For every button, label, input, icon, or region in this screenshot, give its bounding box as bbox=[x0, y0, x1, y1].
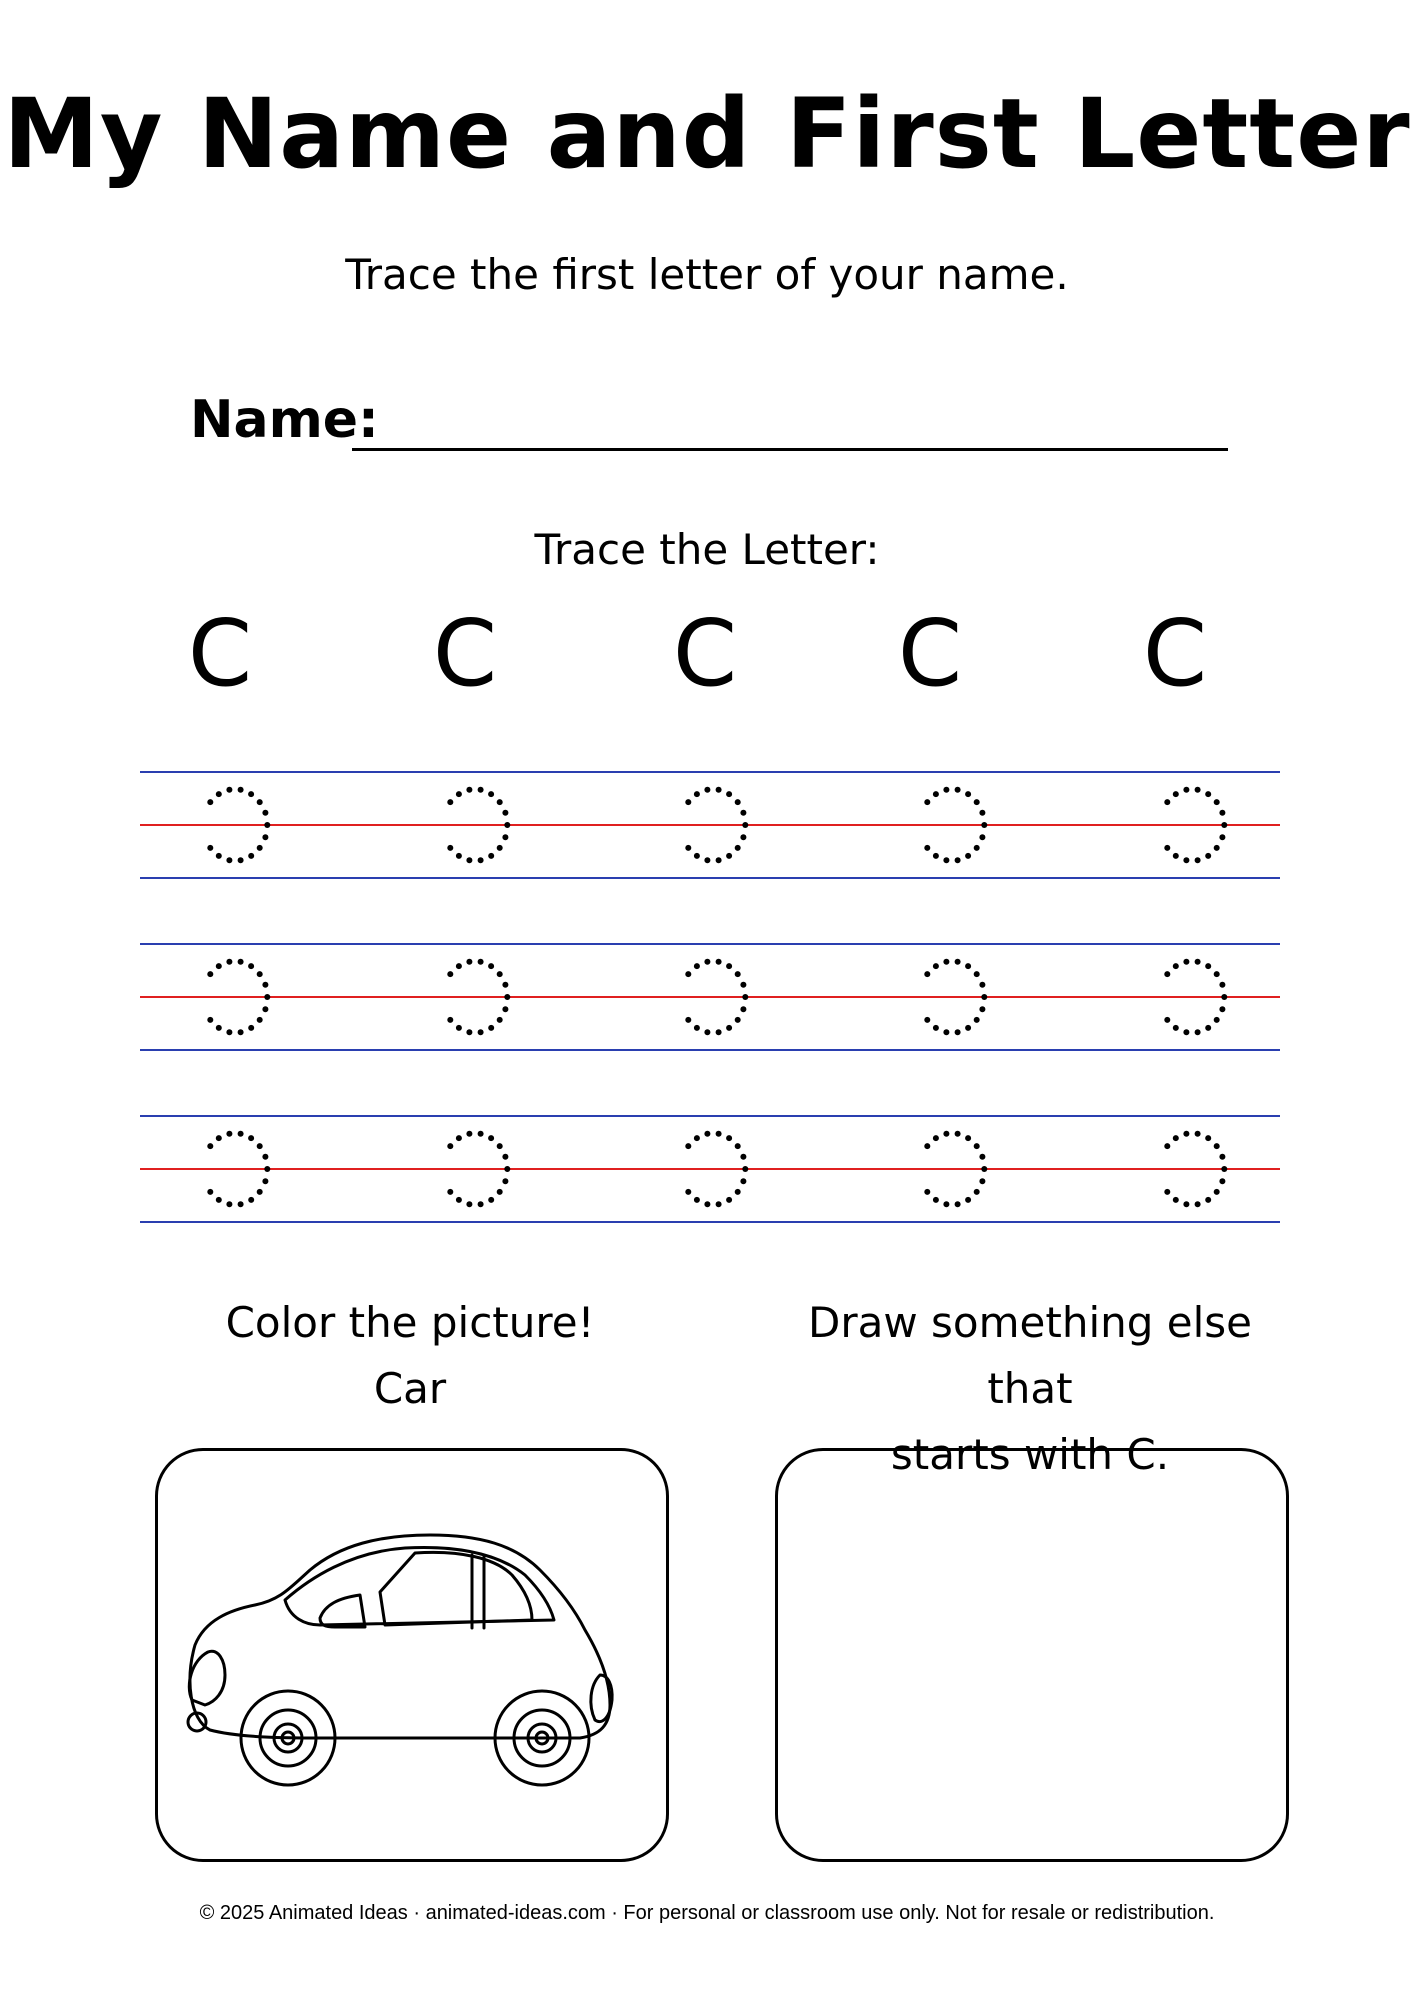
trace-dot bbox=[1214, 1017, 1220, 1023]
trace-dot bbox=[933, 853, 939, 859]
trace-dot bbox=[1164, 1189, 1170, 1195]
trace-dot bbox=[1205, 1135, 1211, 1141]
trace-dot bbox=[497, 845, 503, 851]
trace-dot bbox=[1219, 1154, 1225, 1160]
trace-dot bbox=[742, 1166, 748, 1172]
trace-dot bbox=[504, 994, 510, 1000]
trace-dot bbox=[979, 834, 985, 840]
trace-dot bbox=[238, 959, 244, 965]
trace-dot bbox=[488, 1135, 494, 1141]
trace-dot bbox=[502, 810, 508, 816]
trace-dot bbox=[262, 1178, 268, 1184]
trace-dot bbox=[488, 963, 494, 969]
trace-dot bbox=[924, 971, 930, 977]
trace-dot bbox=[226, 1131, 232, 1137]
trace-dot bbox=[1164, 799, 1170, 805]
trace-dot bbox=[716, 787, 722, 793]
trace-dot bbox=[1214, 845, 1220, 851]
trace-dot bbox=[955, 1131, 961, 1137]
trace-dot bbox=[1164, 845, 1170, 851]
trace-dot bbox=[1164, 1017, 1170, 1023]
trace-dot bbox=[456, 963, 462, 969]
trace-dot bbox=[726, 1025, 732, 1031]
trace-dot bbox=[257, 1017, 263, 1023]
trace-dot bbox=[257, 845, 263, 851]
trace-dot bbox=[735, 1189, 741, 1195]
trace-dot bbox=[216, 791, 222, 797]
trace-dot bbox=[933, 963, 939, 969]
trace-dot bbox=[955, 857, 961, 863]
trace-dot bbox=[955, 787, 961, 793]
trace-dot bbox=[933, 1025, 939, 1031]
trace-dot bbox=[685, 971, 691, 977]
trace-dot bbox=[704, 857, 710, 863]
trace-dot bbox=[735, 799, 741, 805]
trace-dot bbox=[1205, 853, 1211, 859]
trace-dot bbox=[466, 1029, 472, 1035]
trace-dot bbox=[742, 994, 748, 1000]
car-illustration bbox=[170, 1480, 650, 1800]
trace-dot bbox=[685, 799, 691, 805]
trace-dot bbox=[704, 1201, 710, 1207]
trace-dot bbox=[466, 787, 472, 793]
trace-dot bbox=[262, 1154, 268, 1160]
trace-dot bbox=[704, 1131, 710, 1137]
draw-prompt-line-2: starts with C. bbox=[890, 1430, 1170, 1479]
trace-dot bbox=[466, 857, 472, 863]
trace-dot bbox=[456, 1025, 462, 1031]
trace-dot bbox=[207, 799, 213, 805]
tracing-practice-area[interactable] bbox=[140, 760, 1280, 1230]
trace-dot bbox=[704, 787, 710, 793]
trace-dot bbox=[979, 1178, 985, 1184]
trace-dot bbox=[447, 1189, 453, 1195]
trace-dot bbox=[955, 959, 961, 965]
trace-dot bbox=[1221, 822, 1227, 828]
trace-dot bbox=[504, 822, 510, 828]
trace-dot bbox=[1214, 1143, 1220, 1149]
trace-dot bbox=[1183, 787, 1189, 793]
trace-dot bbox=[924, 1189, 930, 1195]
trace-dot bbox=[456, 853, 462, 859]
trace-dot bbox=[943, 959, 949, 965]
trace-dot bbox=[974, 845, 980, 851]
trace-dot bbox=[726, 1197, 732, 1203]
trace-dot bbox=[726, 1135, 732, 1141]
trace-dot bbox=[716, 1201, 722, 1207]
trace-dot bbox=[1173, 853, 1179, 859]
trace-dot bbox=[1173, 1197, 1179, 1203]
model-letter-2: C bbox=[432, 600, 498, 707]
trace-dot bbox=[694, 1025, 700, 1031]
trace-dot bbox=[924, 1143, 930, 1149]
trace-dot bbox=[1173, 963, 1179, 969]
trace-dot bbox=[735, 1017, 741, 1023]
trace-dot bbox=[502, 1154, 508, 1160]
trace-dot bbox=[497, 1189, 503, 1195]
trace-dot bbox=[488, 791, 494, 797]
tracing-row-1 bbox=[140, 772, 1280, 878]
trace-dot bbox=[933, 1197, 939, 1203]
trace-dot bbox=[1183, 857, 1189, 863]
trace-dot bbox=[257, 971, 263, 977]
trace-dot bbox=[955, 1201, 961, 1207]
trace-dot bbox=[943, 1131, 949, 1137]
trace-dot bbox=[1173, 791, 1179, 797]
trace-dot bbox=[1219, 810, 1225, 816]
trace-dot bbox=[207, 971, 213, 977]
trace-dot bbox=[207, 1143, 213, 1149]
trace-dot bbox=[478, 857, 484, 863]
trace-dot bbox=[965, 963, 971, 969]
name-write-line[interactable] bbox=[352, 448, 1228, 451]
trace-dot bbox=[974, 1143, 980, 1149]
model-letter-1: C bbox=[187, 600, 253, 707]
trace-dot bbox=[248, 853, 254, 859]
trace-dot bbox=[226, 1029, 232, 1035]
trace-dot bbox=[207, 845, 213, 851]
trace-dot bbox=[1219, 1006, 1225, 1012]
trace-dot bbox=[248, 1197, 254, 1203]
trace-dot bbox=[262, 810, 268, 816]
trace-dot bbox=[694, 1197, 700, 1203]
trace-dot bbox=[965, 791, 971, 797]
trace-dot bbox=[478, 959, 484, 965]
trace-dot bbox=[979, 1154, 985, 1160]
trace-dot bbox=[226, 959, 232, 965]
trace-dot bbox=[685, 1143, 691, 1149]
trace-dot bbox=[262, 1006, 268, 1012]
trace-dot bbox=[447, 845, 453, 851]
trace-dot bbox=[216, 853, 222, 859]
trace-dot bbox=[497, 971, 503, 977]
trace-dot bbox=[1173, 1135, 1179, 1141]
trace-dot bbox=[933, 1135, 939, 1141]
trace-dot bbox=[716, 959, 722, 965]
trace-dot bbox=[735, 845, 741, 851]
trace-dot bbox=[726, 853, 732, 859]
trace-dot bbox=[497, 799, 503, 805]
drawing-box[interactable] bbox=[775, 1448, 1289, 1862]
trace-dot bbox=[979, 1006, 985, 1012]
trace-dot bbox=[735, 1143, 741, 1149]
trace-dot bbox=[694, 853, 700, 859]
tracing-row-3 bbox=[140, 1116, 1280, 1222]
trace-dot bbox=[216, 1025, 222, 1031]
trace-dot bbox=[257, 799, 263, 805]
trace-dot bbox=[502, 1006, 508, 1012]
trace-dot bbox=[716, 857, 722, 863]
trace-dot bbox=[735, 971, 741, 977]
trace-dot bbox=[740, 834, 746, 840]
trace-dot bbox=[965, 1025, 971, 1031]
trace-dot bbox=[447, 971, 453, 977]
trace-dot bbox=[216, 963, 222, 969]
trace-dot bbox=[456, 791, 462, 797]
trace-dot bbox=[502, 982, 508, 988]
trace-dot bbox=[257, 1143, 263, 1149]
trace-dot bbox=[248, 791, 254, 797]
trace-dot bbox=[1183, 1131, 1189, 1137]
trace-dot bbox=[740, 982, 746, 988]
trace-dot bbox=[685, 845, 691, 851]
trace-dot bbox=[974, 971, 980, 977]
trace-dot bbox=[943, 1029, 949, 1035]
trace-dot bbox=[447, 1143, 453, 1149]
trace-dot bbox=[726, 791, 732, 797]
trace-dot bbox=[262, 982, 268, 988]
trace-dot bbox=[1195, 787, 1201, 793]
trace-dot bbox=[1214, 799, 1220, 805]
trace-dot bbox=[257, 1189, 263, 1195]
trace-dot bbox=[740, 1178, 746, 1184]
trace-dot bbox=[226, 857, 232, 863]
trace-dot bbox=[694, 963, 700, 969]
trace-dot bbox=[974, 1189, 980, 1195]
trace-dot bbox=[207, 1017, 213, 1023]
car-front-window bbox=[320, 1595, 365, 1627]
trace-dot bbox=[502, 1178, 508, 1184]
trace-dot bbox=[1205, 1197, 1211, 1203]
trace-dot bbox=[1183, 1029, 1189, 1035]
trace-dot bbox=[216, 1197, 222, 1203]
trace-dot bbox=[238, 857, 244, 863]
trace-dot bbox=[716, 1029, 722, 1035]
color-picture-heading: Color the picture! bbox=[225, 1298, 595, 1347]
trace-dot bbox=[1195, 959, 1201, 965]
trace-dot bbox=[1195, 1201, 1201, 1207]
trace-dot bbox=[502, 834, 508, 840]
trace-dot bbox=[694, 1135, 700, 1141]
trace-dot bbox=[226, 1201, 232, 1207]
trace-dot bbox=[740, 810, 746, 816]
trace-dot bbox=[456, 1135, 462, 1141]
trace-dot bbox=[955, 1029, 961, 1035]
trace-dot bbox=[264, 1166, 270, 1172]
trace-dot bbox=[264, 822, 270, 828]
trace-dot bbox=[1205, 791, 1211, 797]
trace-dot bbox=[1205, 1025, 1211, 1031]
trace-dot bbox=[704, 959, 710, 965]
trace-label: Trace the Letter: bbox=[534, 525, 880, 574]
trace-dot bbox=[1219, 1178, 1225, 1184]
trace-dot bbox=[685, 1017, 691, 1023]
trace-dot bbox=[488, 853, 494, 859]
trace-dot bbox=[933, 791, 939, 797]
instructions-text: Trace the first letter of your name. bbox=[345, 250, 1069, 299]
trace-dot bbox=[1214, 971, 1220, 977]
trace-dot bbox=[466, 959, 472, 965]
trace-dot bbox=[488, 1197, 494, 1203]
color-picture-caption bbox=[155, 1290, 665, 1422]
trace-dot bbox=[979, 982, 985, 988]
trace-dot bbox=[447, 1017, 453, 1023]
trace-dot bbox=[704, 1029, 710, 1035]
trace-dot bbox=[943, 857, 949, 863]
model-letter-4: C bbox=[897, 600, 963, 707]
trace-dot bbox=[943, 787, 949, 793]
trace-dot bbox=[1195, 857, 1201, 863]
model-letter-5: C bbox=[1142, 600, 1208, 707]
trace-dot bbox=[264, 994, 270, 1000]
trace-dot bbox=[447, 799, 453, 805]
trace-dot bbox=[1183, 959, 1189, 965]
trace-dot bbox=[216, 1135, 222, 1141]
trace-dot bbox=[478, 1131, 484, 1137]
headlight bbox=[189, 1651, 225, 1705]
trace-dot bbox=[742, 822, 748, 828]
trace-dot bbox=[716, 1131, 722, 1137]
trace-dot bbox=[226, 787, 232, 793]
trace-dot bbox=[466, 1131, 472, 1137]
trace-dot bbox=[979, 810, 985, 816]
trace-dot bbox=[974, 799, 980, 805]
trace-dot bbox=[965, 853, 971, 859]
trace-dot bbox=[685, 1189, 691, 1195]
trace-dot bbox=[497, 1143, 503, 1149]
tracing-row-2 bbox=[140, 944, 1280, 1050]
trace-dot bbox=[726, 963, 732, 969]
trace-dot bbox=[974, 1017, 980, 1023]
trace-dot bbox=[1221, 1166, 1227, 1172]
trace-dot bbox=[1219, 982, 1225, 988]
model-letter-3: C bbox=[672, 600, 738, 707]
trace-dot bbox=[1183, 1201, 1189, 1207]
trace-dot bbox=[456, 1197, 462, 1203]
trace-dot bbox=[497, 1017, 503, 1023]
trace-dot bbox=[981, 994, 987, 1000]
trace-dot bbox=[248, 1025, 254, 1031]
trace-dot bbox=[238, 1029, 244, 1035]
trace-dot bbox=[740, 1006, 746, 1012]
picture-word: Car bbox=[373, 1364, 447, 1413]
trace-dot bbox=[262, 834, 268, 840]
trace-dot bbox=[248, 963, 254, 969]
trace-dot bbox=[466, 1201, 472, 1207]
trace-dot bbox=[924, 799, 930, 805]
trace-dot bbox=[943, 1201, 949, 1207]
copyright-footer: © 2025 Animated Ideas · animated-ideas.com · For personal or classroom use only. Not for resale or redistribution. bbox=[199, 1902, 1215, 1924]
worksheet-title: My Name and First Letter bbox=[3, 78, 1411, 190]
trace-dot bbox=[1221, 994, 1227, 1000]
draw-prompt-line-1: Draw something else that bbox=[808, 1298, 1252, 1413]
trace-dot bbox=[1195, 1131, 1201, 1137]
trace-dot bbox=[981, 1166, 987, 1172]
trace-dot bbox=[207, 1189, 213, 1195]
trace-dot bbox=[694, 791, 700, 797]
trace-dot bbox=[1219, 834, 1225, 840]
trace-dot bbox=[981, 822, 987, 828]
trace-dot bbox=[924, 1017, 930, 1023]
trace-dot bbox=[478, 787, 484, 793]
trace-dot bbox=[238, 1201, 244, 1207]
trace-dot bbox=[478, 1029, 484, 1035]
trace-dot bbox=[504, 1166, 510, 1172]
trace-dot bbox=[965, 1135, 971, 1141]
trace-dot bbox=[1195, 1029, 1201, 1035]
trace-dot bbox=[924, 845, 930, 851]
trace-dot bbox=[238, 787, 244, 793]
name-label: Name: bbox=[190, 390, 379, 450]
trace-dot bbox=[740, 1154, 746, 1160]
trace-dot bbox=[1205, 963, 1211, 969]
trace-dot bbox=[478, 1201, 484, 1207]
trace-dot bbox=[238, 1131, 244, 1137]
trace-dot bbox=[1214, 1189, 1220, 1195]
trace-dot bbox=[248, 1135, 254, 1141]
trace-dot bbox=[1164, 971, 1170, 977]
trace-dot bbox=[1164, 1143, 1170, 1149]
trace-dot bbox=[1173, 1025, 1179, 1031]
trace-dot bbox=[488, 1025, 494, 1031]
trace-dot bbox=[965, 1197, 971, 1203]
